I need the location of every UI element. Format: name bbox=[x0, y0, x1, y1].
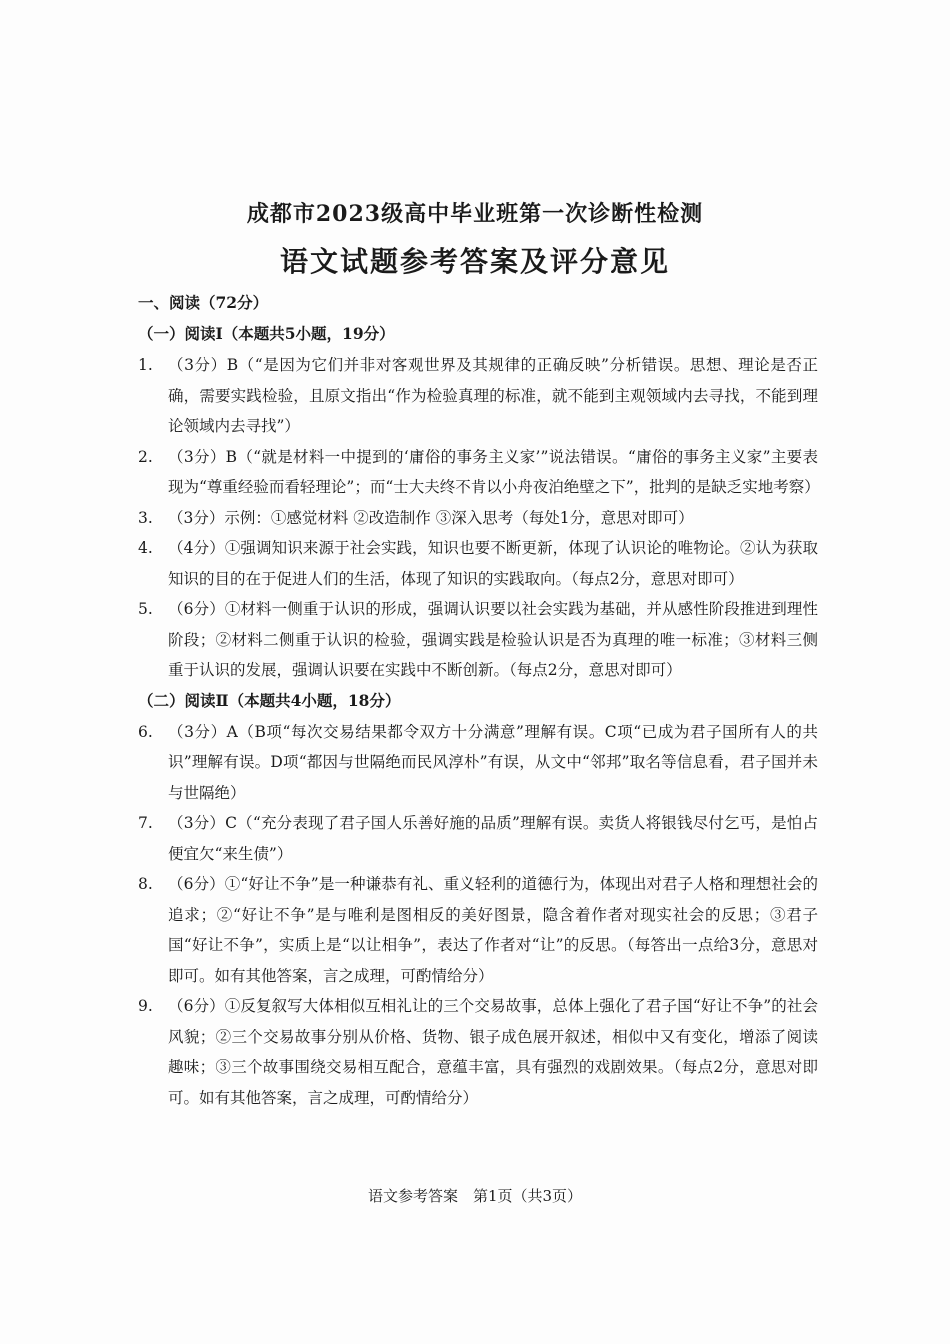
section-reading-heading: 一、阅读（72分） bbox=[138, 293, 269, 312]
answer-item-4 bbox=[138, 533, 818, 594]
item-number: 9. bbox=[138, 997, 153, 1015]
item-text: （6分）①“好让不争”是一种谦恭有礼、重义轻利的道德行为，体现出对君子人格和理想社会的追求；②“好让不争”是与唯利是图相反的美好图景，隐含着作者对现实社会的反思；③君子国“好让不争”，实质上是“以让相争”，表达了作者对“让”的反思。（每答出一点给3分，意思对即可。如有其他答案，言之成理，可酌情给分） bbox=[168, 875, 818, 985]
exam-title: 成都市2023级高中毕业班第一次诊断性检测 bbox=[246, 201, 704, 227]
document-subtitle: 语文试题参考答案及评分意见 bbox=[279, 245, 670, 278]
answer-item-2 bbox=[138, 442, 818, 503]
item-number: 2. bbox=[138, 447, 153, 466]
item-text: （3分）示例：①感觉材料 ②改造制作 ③深入思考（每处1分，意思对即可） bbox=[168, 508, 694, 527]
answer-item-1 bbox=[138, 350, 818, 442]
answer-item-5 bbox=[138, 594, 818, 686]
item-number: 3. bbox=[138, 508, 153, 527]
answer-item-3 bbox=[138, 503, 818, 534]
item-text: （3分）A（B项“每次交易结果都令双方十分满意”理解有误。C项“已成为君子国所有人的共识”理解有误。D项“都因与世隔绝而民风淳朴”有误，从文中“邻邦”取名等信息看，君子国并未与世隔绝） bbox=[168, 722, 818, 802]
item-number: 4. bbox=[138, 539, 153, 557]
item-number: 5. bbox=[138, 600, 153, 618]
item-number: 1. bbox=[138, 356, 153, 374]
item-number: 7. bbox=[138, 814, 153, 832]
answer-item-7 bbox=[138, 808, 818, 869]
part2-heading: （二）阅读Ⅱ（本题共4小题，18分） bbox=[138, 690, 401, 710]
item-text: （3分）B（“是因为它们并非对客观世界及其规律的正确反映”分析错误。思想、理论是否正确，需要实践检验，且原文指出“作为检验真理的标准，就不能到主观领域内去寻找，不能到理论领域内去寻找”） bbox=[168, 356, 818, 435]
item-text: （4分）①强调知识来源于社会实践，知识也要不断更新，体现了认识论的唯物论。②认为获取知识的目的在于促进人们的生活，体现了知识的实践取向。（每点2分，意思对即可） bbox=[168, 539, 818, 588]
part1-heading: （一）阅读Ⅰ（本题共5小题，19分） bbox=[138, 324, 395, 343]
item-text: （3分）B（“就是材料一中提到的‘庸俗的事务主义家’”说法错误。“庸俗的事务主义家”主要表现为“尊重经验而看轻理论”；而“士大夫终不肯以小舟夜泊绝壁之下”，批判的是缺乏实地考察） bbox=[168, 447, 820, 496]
item-text: （3分）C（“充分表现了君子国人乐善好施的品质”理解有误。卖货人将银钱尽付乞丐，是怕占便宜欠“来生债”） bbox=[168, 814, 818, 863]
answer-item-8 bbox=[138, 869, 818, 991]
answer-item-9 bbox=[138, 991, 818, 1113]
item-text: （6分）①材料一侧重于认识的形成，强调认识要以社会实践为基础，并从感性阶段推进到理性阶段；②材料二侧重于认识的检验，强调实践是检验认识是否为真理的唯一标准；③材料三侧重于认识的发展，强调认识要在实践中不断创新。（每点2分，意思对即可） bbox=[168, 600, 818, 679]
item-number: 6. bbox=[138, 722, 153, 741]
item-number: 8. bbox=[138, 875, 153, 893]
answer-item-6 bbox=[138, 717, 818, 809]
page-footer: 语文参考答案 第1页（共3页） bbox=[367, 1187, 583, 1205]
item-text: （6分）①反复叙写大体相似互相礼让的三个交易故事，总体上强化了君子国“好让不争”的社会风貌；②三个交易故事分别从价格、货物、银子成色展开叙述，相似中又有变化，增添了阅读趣味；③三个故事围绕交易相互配合，意蕴丰富，具有强烈的戏剧效果。（每点2分，意思对即可。如有其他答案，言之成理，可酌情给分） bbox=[168, 997, 818, 1107]
answer-body bbox=[138, 288, 818, 1113]
